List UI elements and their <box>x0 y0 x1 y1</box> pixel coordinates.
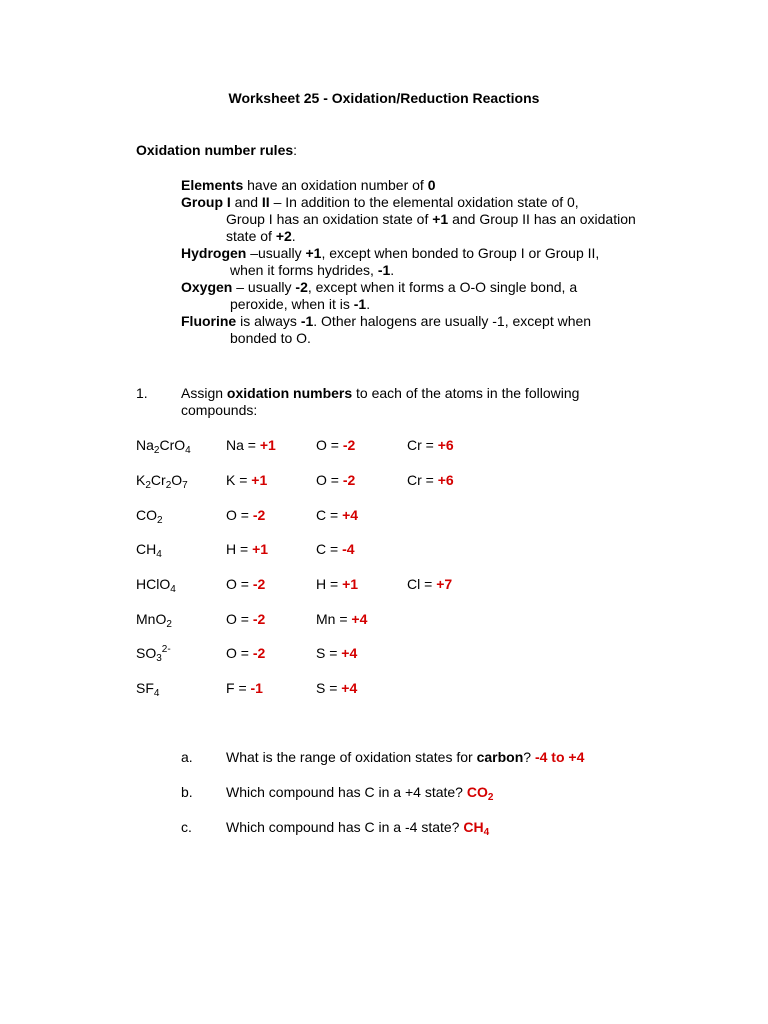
text-part: Na <box>136 437 154 453</box>
text-part: -1 <box>250 680 263 696</box>
oxidation-assignment <box>316 680 357 697</box>
text-part: -2 <box>342 472 356 488</box>
oxidation-assignment <box>316 645 357 662</box>
oxidation-assignment <box>407 472 454 489</box>
text-part: K <box>136 472 146 488</box>
text-part: CrO <box>159 437 186 453</box>
oxidation-rules <box>181 177 701 347</box>
text-part: C = <box>316 507 343 523</box>
compound-row <box>0 680 768 700</box>
text-part: 2 <box>487 792 494 803</box>
text-part: CO <box>136 507 157 523</box>
text-part: -2 <box>252 645 266 661</box>
oxidation-assignment <box>316 507 358 524</box>
text-part: 2 <box>166 619 172 630</box>
text-part: +1 <box>251 472 268 488</box>
text-part: Cr = <box>407 437 438 453</box>
text-part: 2- <box>161 644 171 655</box>
oxidation-assignment <box>226 472 267 489</box>
oxidation-assignment <box>316 541 355 558</box>
rule-fluorine: Fluorine is always -1. Other halogens are usually -1, except when <box>181 313 592 329</box>
oxidation-assignment <box>316 611 367 628</box>
text-part: SF <box>136 680 154 696</box>
text-part: CO <box>466 784 488 800</box>
text-part: +7 <box>436 576 453 592</box>
question-text: Assign oxidation numbers to each of the atoms in the following compounds: <box>181 385 580 418</box>
text-part: carbon <box>476 749 524 765</box>
text-part: O = <box>226 576 253 592</box>
text-part: O = <box>316 472 343 488</box>
text-part: 7 <box>182 480 188 491</box>
rule-group: Group I and II – In addition to the elemental oxidation state of 0, <box>181 194 579 210</box>
question-number: 1. <box>136 385 148 401</box>
oxidation-assignment <box>226 437 276 454</box>
text-part: +6 <box>437 437 454 453</box>
text-part: 2 <box>165 480 172 491</box>
text-part: 2 <box>157 515 163 526</box>
subquestion-letter: c. <box>181 819 192 835</box>
compound-formula <box>136 680 159 697</box>
text-part: Which compound has C in a -4 state? <box>226 819 464 835</box>
rule-oxygen: Oxygen – usually -2, except when it forms a O-O single bond, a <box>181 279 578 295</box>
text-part: CH <box>136 541 157 557</box>
text-part: -2 <box>252 576 266 592</box>
text-part: H = <box>226 541 253 557</box>
oxidation-assignment <box>226 645 265 662</box>
subquestion-text <box>226 749 584 766</box>
text-part: -4 <box>342 541 355 557</box>
oxidation-assignment <box>316 437 355 454</box>
text-part: -2 <box>252 611 266 627</box>
text-part: K = <box>226 472 252 488</box>
compound-row <box>0 437 768 457</box>
rule-hydrogen: Hydrogen –usually +1, except when bonded to Group I or Group II, <box>181 245 600 261</box>
subquestion-text <box>226 784 493 801</box>
text-part: 3 <box>156 653 162 664</box>
text-part: H = <box>316 576 343 592</box>
text-part: -2 <box>342 437 356 453</box>
text-part: 2 <box>145 480 151 491</box>
text-part: S = <box>316 645 342 661</box>
text-part: Which compound has C in a +4 state? <box>226 784 467 800</box>
text-part: +4 <box>351 611 368 627</box>
text-part: C = <box>316 541 343 557</box>
text-part: O = <box>226 507 253 523</box>
text-part: 4 <box>170 584 176 595</box>
oxidation-assignment <box>226 576 265 593</box>
text-part: Cr <box>150 472 166 488</box>
text-part: Mn = <box>316 611 352 627</box>
rule-fluorine-line2: bonded to O. <box>230 330 311 346</box>
oxidation-assignment <box>226 507 265 524</box>
text-part: SO <box>136 645 157 661</box>
subquestion-letter: a. <box>181 749 193 765</box>
text-part: F = <box>226 680 251 696</box>
text-part: 4 <box>185 445 191 456</box>
rule-oxygen-line2: peroxide, when it is -1. <box>230 296 371 312</box>
rules-heading: Oxidation number rules: <box>136 142 298 158</box>
subquestion-letter: b. <box>181 784 193 800</box>
compound-formula <box>136 645 171 662</box>
text-part: MnO <box>136 611 167 627</box>
text-part: 4 <box>153 688 160 699</box>
text-part: +1 <box>259 437 276 453</box>
rule-group-line3: state of +2. <box>226 228 296 244</box>
text-part: Cr = <box>407 472 438 488</box>
text-part: Na = <box>226 437 260 453</box>
compound-row <box>0 507 768 527</box>
rule-hydrogen-line2: when it forms hydrides, -1. <box>230 262 395 278</box>
text-part: +4 <box>341 645 358 661</box>
text-part: +4 <box>341 680 358 696</box>
text-part: Cl = <box>407 576 437 592</box>
text-part: O <box>171 472 183 488</box>
text-part: ? <box>523 749 535 765</box>
oxidation-assignment <box>407 576 452 593</box>
compound-row <box>0 472 768 492</box>
compound-row <box>0 611 768 631</box>
text-part: +4 <box>342 507 359 523</box>
compound-row <box>0 645 768 665</box>
text-part: 4 <box>156 549 162 560</box>
compound-formula <box>136 437 191 454</box>
compound-row <box>0 576 768 596</box>
text-part: -2 <box>252 507 266 523</box>
compound-formula <box>136 472 188 489</box>
rule-elements: Elements have an oxidation number of 0 <box>181 177 436 193</box>
oxidation-assignment <box>316 576 358 593</box>
text-part: CH <box>463 819 484 835</box>
text-part: -4 to +4 <box>534 749 585 765</box>
compound-formula <box>136 541 162 558</box>
oxidation-assignment <box>226 611 265 628</box>
oxidation-assignment <box>316 472 355 489</box>
text-part: 4 <box>483 827 490 838</box>
text-part: HClO <box>136 576 171 592</box>
oxidation-assignment <box>226 541 268 558</box>
text-part: S = <box>316 680 342 696</box>
text-part: O = <box>226 611 253 627</box>
compound-formula <box>136 507 163 524</box>
text-part: O = <box>226 645 253 661</box>
oxidation-assignment <box>407 437 454 454</box>
text-part: +1 <box>342 576 359 592</box>
text-part: +1 <box>252 541 269 557</box>
text-part: 2 <box>153 445 160 456</box>
text-part: What is the range of oxidation states for <box>226 749 477 765</box>
text-part: +6 <box>437 472 454 488</box>
text-part: O = <box>316 437 343 453</box>
compound-formula <box>136 611 172 628</box>
oxidation-assignment <box>226 680 263 697</box>
subquestion-text <box>226 819 489 836</box>
rule-group-line2: Group I has an oxidation state of +1 and Group II has an oxidation <box>226 211 636 227</box>
compound-formula <box>136 576 176 593</box>
worksheet-title: Worksheet 25 - Oxidation/Reduction Reactions <box>228 90 540 106</box>
compound-row <box>0 541 768 561</box>
